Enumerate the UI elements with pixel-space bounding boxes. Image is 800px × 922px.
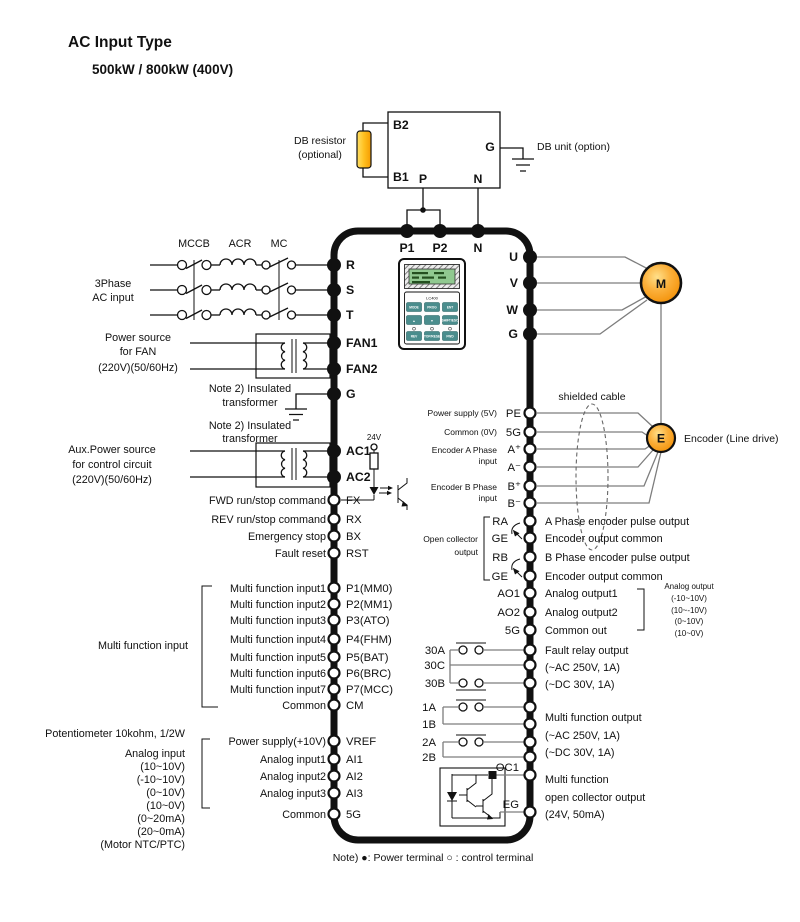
terminal-b1-label: B1 [393, 170, 409, 184]
mf-input1-label: Multi function input1 [229, 583, 326, 595]
terminal-rst [329, 548, 340, 559]
terminal-ai2-label: AI2 [346, 771, 363, 783]
fan-note-label2: transformer [222, 397, 278, 409]
fan-source-label2: for FAN [119, 346, 157, 358]
terminal-1b-label: 1B [422, 719, 436, 731]
aux-power-section [68, 420, 332, 487]
terminal-rb [525, 552, 536, 563]
terminal-s [327, 283, 341, 297]
terminal-pe [525, 408, 536, 419]
terminal-vref [329, 736, 340, 747]
mf-input5-label: Multi function input5 [229, 652, 326, 664]
analog-output-range-4: (10~0V) [674, 629, 704, 638]
analog-output2-label: Analog output2 [545, 607, 618, 619]
analog-input-range-1: (10~10V) [140, 761, 185, 773]
terminal-5g-in-label: 5G [346, 809, 362, 821]
terminal-2a [525, 737, 536, 748]
terminal-5g-enc [525, 427, 536, 438]
terminal-ge1-label: GE [491, 533, 508, 545]
terminal-p2 [433, 224, 447, 238]
analog-output-range-2: (10~-10V) [671, 606, 707, 615]
analog-input-range-4: (10~0V) [146, 800, 185, 812]
terminal-30a-label: 30A [424, 645, 445, 657]
fault-reset-label: Fault reset [274, 548, 326, 560]
transformer-box [256, 443, 330, 487]
terminal-30b [525, 678, 536, 689]
terminal-1b [525, 719, 536, 730]
keypad [399, 259, 465, 349]
ac-input-label: AC input [92, 292, 134, 304]
terminal-ao2-label: AO2 [497, 607, 520, 619]
terminal-vref-label: VREF [346, 736, 377, 748]
terminal-oc1 [525, 770, 536, 781]
encoder-output-common-label1: Encoder output common [545, 533, 663, 545]
analog-input-range-5: (0~20mA) [137, 813, 185, 825]
terminal-p1mm0 [329, 583, 340, 594]
terminal-a-minus-label: A⁻ [507, 462, 521, 474]
terminal-u [523, 250, 537, 264]
terminal-5g-in [329, 809, 340, 820]
terminal-ai2 [329, 771, 340, 782]
ground-icon [285, 394, 334, 420]
shift-esc-button-label: SHIFT/ESC [441, 318, 459, 323]
terminal-p-label: P [418, 172, 428, 186]
terminal-b-minus-label: B⁻ [507, 498, 521, 510]
terminal-b-plus [525, 481, 536, 492]
multi-input-bracket [202, 586, 218, 707]
terminal-p6brc-label: P6(BRC) [346, 668, 392, 680]
terminal-n-db-label: N [473, 172, 483, 186]
phase-row-r [150, 258, 332, 270]
encoder-a-phase-label2: input [478, 456, 497, 466]
terminal-ge2 [525, 571, 536, 582]
phase-row-t [150, 308, 332, 320]
fault-relay-ac-rating-label: (~AC 250V, 1A) [545, 662, 620, 674]
keypad-model-label: LC400 [426, 295, 438, 301]
terminal-u-label: U [509, 250, 518, 264]
mf-input7-label: Multi function input7 [229, 684, 326, 696]
analog-input-range-6: (20~0mA) [137, 826, 185, 838]
terminal-30c [525, 660, 536, 671]
fan-source-label3: (220V)(50/60Hz) [98, 362, 178, 374]
analog-output-bracket [637, 589, 644, 630]
terminal-r [327, 258, 341, 272]
terminal-g-label: G [346, 387, 356, 401]
terminal-30b-label: 30B [424, 678, 445, 690]
terminal-rx-label: RX [346, 514, 362, 526]
24v-label: 24V [366, 433, 382, 442]
analog-input-range-7: (Motor NTC/PTC) [100, 839, 185, 851]
ground-icon [512, 159, 534, 171]
terminal-fan1-label: FAN1 [346, 336, 378, 350]
fan-power-section [98, 332, 334, 420]
aux-source-label1: Aux.Power source [68, 444, 156, 456]
fan-note-label1: Note 2) Insulated [208, 383, 292, 395]
terminal-p2mm1-label: P2(MM1) [346, 599, 393, 611]
mf-output-dc-rating-label: (~DC 30V, 1A) [545, 747, 615, 759]
terminal-p3ato-label: P3(ATO) [346, 615, 390, 627]
mc-label: MC [270, 238, 288, 250]
motor-label: M [655, 277, 667, 291]
terminal-bx [329, 531, 340, 542]
terminal-ac1-label: AC1 [346, 444, 371, 458]
terminal-g-out [523, 327, 537, 341]
page-subtitle: 500kW / 800kW (400V) [92, 62, 234, 77]
a-phase-pulse-output-label: A Phase encoder pulse output [545, 516, 690, 528]
terminal-5g-ao [525, 625, 536, 636]
terminal-b-plus-label: B⁺ [507, 481, 521, 493]
encoder-label: Encoder (Line drive) [684, 433, 779, 445]
terminal-n [471, 224, 485, 238]
b-phase-pulse-output-label: B Phase encoder pulse output [545, 552, 690, 564]
terminal-rb-label: RB [492, 552, 508, 564]
mf-oc-output-label1: Multi function [545, 774, 609, 786]
terminal-b-minus [525, 498, 536, 509]
terminal-w [523, 303, 537, 317]
terminal-eg [525, 807, 536, 818]
ent-button-label: ENT [446, 305, 454, 310]
power-supply-5v-label: Power supply (5V) [427, 408, 497, 418]
terminal-p4fhm [329, 634, 340, 645]
terminal-p4fhm-label: P4(FHM) [346, 634, 392, 646]
encoder-b-phase-label: Encoder B Phase [430, 482, 497, 492]
encoder-a-phase-label: Encoder A Phase [431, 445, 497, 455]
terminal-2a-label: 2A [422, 737, 436, 749]
mf-input6-label: Multi function input6 [229, 668, 326, 680]
terminal-2b-label: 2B [422, 752, 436, 764]
terminal-fx [329, 495, 340, 506]
terminal-ao2 [525, 607, 536, 618]
three-phase-label: 3Phase [94, 278, 132, 290]
terminal-bx-label: BX [346, 531, 362, 543]
terminal-a-plus-label: A⁺ [507, 444, 521, 456]
phase-row-s [150, 283, 332, 295]
emergency-stop-label: Emergency stop [247, 531, 326, 543]
terminal-a-minus [525, 462, 536, 473]
fwd-command-label: FWD run/stop command [209, 495, 326, 507]
analog-input-range-2: (-10~10V) [136, 774, 185, 786]
mf-output-ac-rating-label: (~AC 250V, 1A) [545, 730, 620, 742]
terminal-fx-label: FX [346, 495, 361, 507]
analog-input-range-3: (0~10V) [146, 787, 185, 799]
terminal-g-db-label: G [485, 140, 495, 154]
terminal-rst-label: RST [346, 548, 369, 560]
terminal-ge2-label: GE [491, 571, 508, 583]
prog-button-label: PROG [427, 305, 437, 310]
mf-oc-output-label2: open collector output [545, 792, 646, 804]
analog-output-range-title: Analog output [664, 582, 714, 591]
common-out-label: Common out [545, 625, 607, 637]
terminal-p5bat [329, 652, 340, 663]
analog-input-bracket [202, 739, 210, 808]
multi-function-input-group-label: Multi function input [97, 640, 189, 652]
terminal-v-label: V [509, 276, 518, 290]
terminal-ge1 [525, 533, 536, 544]
terminal-ai3 [329, 788, 340, 799]
terminal-30a [525, 645, 536, 656]
db-unit-section [294, 112, 610, 232]
terminal-s-label: S [346, 283, 355, 297]
db-resistor-label: DB resistor [294, 135, 346, 147]
mf-input2-label: Multi function input2 [229, 599, 326, 611]
transformer-box [256, 334, 330, 378]
potentiometer-label: Potentiometer 10kohm, 1/2W [45, 728, 185, 740]
terminal-v [523, 276, 537, 290]
fwd-button-label: FWD [446, 334, 454, 339]
open-collector-group-label1: Open collector [423, 534, 478, 544]
aux-note-label1: Note 2) Insulated [208, 420, 292, 432]
aux-source-label3: (220V)(50/60Hz) [72, 474, 152, 486]
analog-common-label: Common [282, 809, 326, 821]
rev-command-label: REV run/stop command [211, 514, 326, 526]
analog-input1-label: Analog input1 [259, 754, 326, 766]
terminal-oc1-label: OC1 [495, 762, 519, 774]
terminal-ai3-label: AI3 [346, 788, 363, 800]
terminal-g [327, 387, 341, 401]
terminal-b2-label: B2 [393, 118, 409, 132]
terminal-30c-label: 30C [424, 660, 445, 672]
shielded-cable-label: shielded cable [558, 391, 626, 403]
terminal-p5bat-label: P5(BAT) [346, 652, 389, 664]
encoder-output-common-label2: Encoder output common [545, 571, 663, 583]
fault-relay-dc-rating-label: (~DC 30V, 1A) [545, 679, 615, 691]
terminal-a-plus [525, 444, 536, 455]
terminal-p7mcc-label: P7(MCC) [346, 684, 394, 696]
analog-output-range-1: (-10~10V) [671, 594, 707, 603]
db-unit-label: DB unit (option) [537, 141, 610, 153]
terminal-p1-label: P1 [399, 241, 415, 255]
terminal-cm-label: CM [346, 700, 364, 712]
terminal-fan2 [327, 362, 341, 376]
terminal-ai1 [329, 754, 340, 765]
fault-relay-output-label: Fault relay output [545, 645, 629, 657]
aux-note-label2: transformer [222, 433, 278, 445]
terminal-5g-ao-label: 5G [504, 625, 520, 637]
mccb-label: MCCB [178, 238, 210, 250]
terminal-t [327, 308, 341, 322]
multi-function-output-label: Multi function output [545, 712, 642, 724]
shielded-cable-icon [576, 404, 608, 550]
fan-source-label1: Power source [104, 332, 172, 344]
terminal-p3ato [329, 615, 340, 626]
analog-input2-label: Analog input2 [259, 771, 326, 783]
terminal-r-label: R [346, 258, 355, 272]
analog-input-labels [45, 728, 376, 851]
terminal-2b [525, 752, 536, 763]
acr-label: ACR [228, 238, 252, 250]
terminal-g-out-label: G [508, 327, 518, 341]
terminal-1a [525, 702, 536, 713]
up-button-label: ▲ [412, 319, 416, 323]
terminal-ac2-label: AC2 [346, 470, 371, 484]
analog-output-range-3: (0~10V) [674, 617, 704, 626]
mf-input3-label: Multi function input3 [229, 615, 326, 627]
terminal-p1mm0-label: P1(MM0) [346, 583, 393, 595]
terminal-cm [329, 700, 340, 711]
analog-input-range-0: Analog input [124, 748, 185, 760]
aux-source-label2: for control circuit [72, 459, 152, 471]
terminal-p7mcc [329, 684, 340, 695]
terminal-n-label: N [473, 241, 483, 255]
terminal-ac2 [327, 470, 341, 484]
mf-common-label: Common [282, 700, 326, 712]
terminal-ra-label: RA [492, 516, 508, 528]
ac-input-stage [92, 238, 332, 320]
terminal-legend-note: Note) ●: Power terminal ○ : control terminal [332, 852, 534, 864]
terminal-5g-enc-label: 5G [505, 427, 521, 439]
common-0v-label: Common (0V) [444, 427, 497, 437]
terminal-ao1-label: AO1 [497, 588, 520, 600]
page-title: AC Input Type [68, 34, 172, 51]
terminal-p2-label: P2 [432, 241, 448, 255]
encoder-circle-label: E [656, 431, 666, 446]
mf-input4-label: Multi function input4 [229, 634, 326, 646]
rev-button-label: REV [410, 334, 418, 339]
mode-button-label: MODE [409, 305, 419, 310]
mf-oc-output-rating-label: (24V, 50mA) [545, 809, 605, 821]
terminal-1a-label: 1A [422, 702, 436, 714]
terminal-p2mm1 [329, 599, 340, 610]
db-resistor-label2: (optional) [298, 149, 342, 161]
terminal-rx [329, 514, 340, 525]
terminal-ai1-label: AI1 [346, 754, 363, 766]
terminal-p1 [400, 224, 414, 238]
terminal-ra [525, 516, 536, 527]
encoder-b-phase-label2: input [478, 493, 497, 503]
terminal-eg-label: EG [502, 799, 519, 811]
terminal-pe-label: PE [505, 408, 521, 420]
terminal-ac1 [327, 444, 341, 458]
terminal-ao1 [525, 588, 536, 599]
terminal-fan1 [327, 336, 341, 350]
power-supply-10v-label: Power supply(+10V) [228, 736, 326, 748]
db-resistor-symbol [357, 131, 371, 168]
encoder-wiring [537, 404, 661, 550]
open-collector-group-label2: output [454, 547, 478, 557]
analog-output1-label: Analog output1 [545, 588, 618, 600]
down-button-label: ▼ [430, 319, 434, 323]
terminal-p6brc [329, 668, 340, 679]
terminal-t-label: T [346, 308, 354, 322]
terminal-fan2-label: FAN2 [346, 362, 378, 376]
analog-input3-label: Analog input3 [259, 788, 326, 800]
terminal-w-label: W [506, 303, 518, 317]
stop-reset-button-label: STOP/RESET [421, 334, 443, 339]
